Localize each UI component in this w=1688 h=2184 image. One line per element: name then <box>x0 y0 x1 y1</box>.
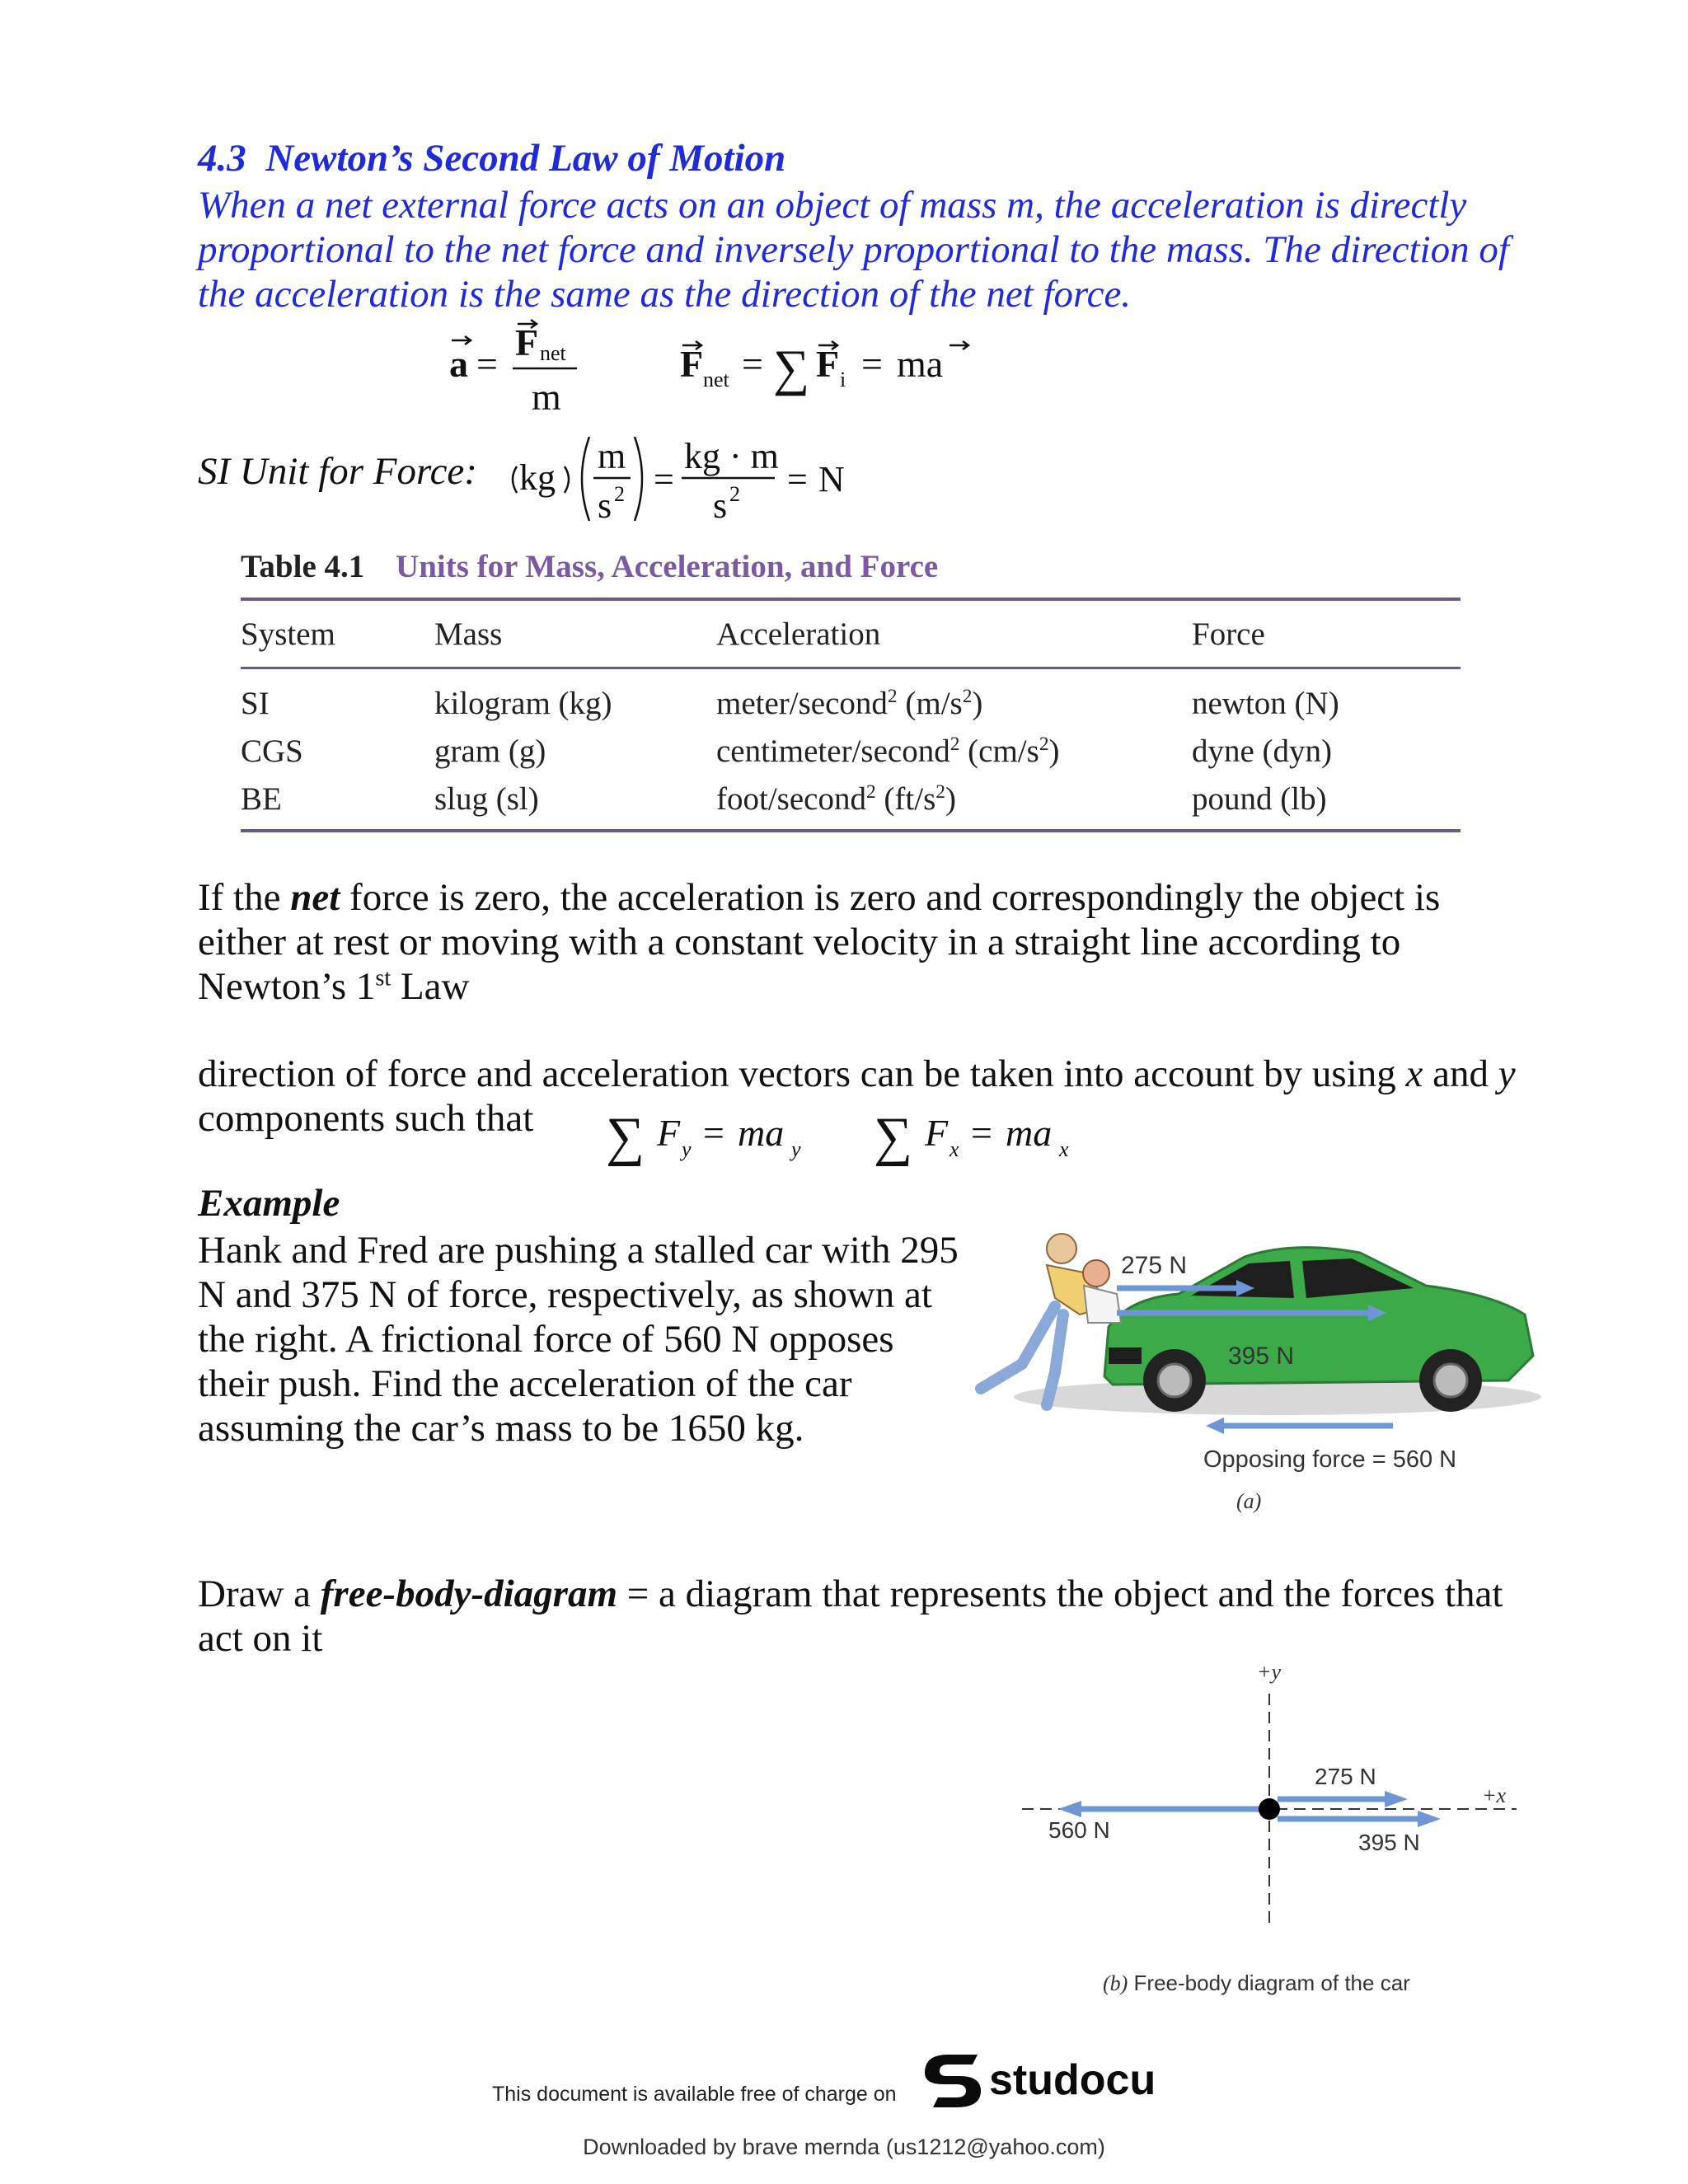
label-395: 395 N <box>1228 1343 1295 1370</box>
example-title: Example <box>198 1182 340 1225</box>
table-cell: CGS <box>241 733 303 769</box>
si-equals: = <box>787 459 808 499</box>
table-cell: meter/second$^2$ $(m/s^2)$ <box>716 685 983 721</box>
law-line: proportional to the net force and inversely proportional to the mass. The direction of <box>198 228 1509 271</box>
table-header-cell: Force <box>1192 616 1265 652</box>
table-caption-text: Units for Mass, Acceleration, and Force <box>396 549 939 584</box>
footer-download-text: Downloaded by brave mernda (us1212@yahoo.com) <box>583 2135 1105 2159</box>
table-cell: kilogram (kg) <box>434 685 612 721</box>
eq-net-sub: net <box>703 368 729 391</box>
footer-availability-text: This document is available free of charge on <box>492 2083 897 2106</box>
eq-f-symbol: F <box>515 321 539 363</box>
eq-equals: = <box>476 343 498 385</box>
eq-sum: ∑ <box>874 1107 913 1167</box>
paren-left <box>582 437 589 521</box>
si-m: m <box>598 436 626 476</box>
eq-a-symbol: a <box>449 343 468 385</box>
paragraph-components: direction of force and acceleration vectors can be taken into account by using x and y components such that <box>198 1052 1516 1140</box>
eq-ma: ma <box>897 343 944 385</box>
table-cell: pound (lb) <box>1192 780 1327 817</box>
si-equals: = <box>654 459 674 499</box>
emphasis-net: net <box>290 876 340 919</box>
eq-mass: m <box>532 376 561 418</box>
si-s: s <box>598 485 612 526</box>
table-cell: slug (sl) <box>434 780 539 817</box>
table-rule <box>241 829 1461 832</box>
section-title <box>198 136 785 180</box>
newton-second-law-equations <box>445 317 973 424</box>
car-pushing-figure <box>964 1216 1558 1529</box>
eq-net-sub: net <box>540 341 566 365</box>
fbd-label-275: 275 N <box>1315 1764 1376 1789</box>
eq-sum: ∑ <box>773 340 810 396</box>
table-header-cell: System <box>241 616 335 652</box>
example-text: Hank and Fred are pushing a stalled car with 295 N and 375 N of force, respectively, as shown at the right. A frictional force of 560 N opposes their push. Find the acceleration of the car assuming the car’s mass to be 1650 kg. <box>198 1229 959 1450</box>
vector-arrow-icon <box>950 341 968 349</box>
eq-y-sub: y <box>682 1137 692 1161</box>
eq-equals: = <box>703 1112 724 1154</box>
eq-equals: = <box>971 1112 992 1154</box>
si-unit-label: SI Unit for Force: <box>198 450 477 493</box>
fbd-car-point <box>1259 1798 1280 1820</box>
table-cell: BE <box>241 780 282 817</box>
si-kgm: kg · m <box>684 436 779 476</box>
emphasis-free-body-diagram: free-body-diagram <box>320 1572 617 1615</box>
label-275: 275 N <box>1121 1252 1188 1279</box>
table-header-row <box>241 601 1461 667</box>
eq-f-symbol: F <box>657 1112 681 1154</box>
eq-i-sub: i <box>840 368 846 391</box>
table-caption <box>241 548 1461 598</box>
studocu-logo[interactable] <box>923 2048 1187 2114</box>
table-header-cell: Acceleration <box>716 616 881 652</box>
eq-sum: ∑ <box>606 1107 645 1167</box>
si-s: s <box>713 485 728 526</box>
axis-plus-x: +x <box>1482 1783 1507 1807</box>
paren-right <box>565 466 569 493</box>
fbd-label-560: 560 N <box>1048 1817 1110 1843</box>
law-line: the acceleration is the same as the direction of the net force. <box>198 273 1132 316</box>
car-bumper <box>1109 1347 1142 1364</box>
people-pushing-icon <box>981 1234 1121 1405</box>
figure-b-caption: (b) Free-body diagram of the car <box>1103 1971 1410 1995</box>
paren-left <box>513 466 517 493</box>
table-caption-number: Table 4.1 <box>241 549 365 584</box>
table-cell: newton (N) <box>1192 685 1339 721</box>
table-row <box>241 727 1461 775</box>
si-exp: 2 <box>614 482 625 506</box>
paren-right <box>635 437 642 521</box>
studocu-wordmark: studocu <box>989 2056 1156 2104</box>
axis-plus-y: +y <box>1257 1661 1282 1684</box>
table-cell: dyne (dyn) <box>1192 733 1333 769</box>
eq-ma: ma <box>738 1112 785 1154</box>
eq-equals: = <box>861 343 883 385</box>
si-kg: kg <box>519 457 556 498</box>
eq-y-sub: y <box>791 1137 801 1161</box>
eq-f-symbol: F <box>680 343 704 385</box>
component-equations <box>606 1100 1084 1174</box>
table-cell: gram (g) <box>434 733 546 769</box>
eq-x-sub: x <box>1059 1137 1069 1161</box>
paragraph-free-body: Draw a free-body-diagram = a diagram that represents the object and the forces that act on it <box>198 1572 1503 1660</box>
table-cell: centimeter/second$^2$ $(cm/s^2)$ <box>716 733 1060 769</box>
table-cell: SI <box>241 685 270 721</box>
section-heading: Newton’s Second Law of Motion <box>265 137 786 180</box>
table-row <box>241 679 1461 727</box>
si-unit-equation <box>507 427 870 534</box>
table-row <box>241 775 1461 823</box>
table-cell: foot/second$^2$ $(ft/s^2)$ <box>716 780 956 817</box>
fbd-label-395: 395 N <box>1358 1830 1420 1855</box>
eq-ma: ma <box>1006 1112 1053 1154</box>
studocu-logo-icon <box>925 2055 981 2107</box>
eq-x-sub: x <box>950 1137 959 1161</box>
paragraph-net-force: If the net force is zero, the acceleration is zero and correspondingly the object is either at rest or moving with a constant velocity in a straight line according to Newton’s 1st Law <box>198 876 1441 1008</box>
free-body-diagram <box>1014 1661 1541 2007</box>
eq-f-symbol: F <box>925 1112 949 1154</box>
law-statement <box>198 183 1533 316</box>
figure-a-caption: (a) <box>1236 1489 1262 1513</box>
law-line: When a net external force acts on an object of mass m, the acceleration is directly <box>198 184 1467 227</box>
eq-equals: = <box>742 343 763 385</box>
units-table <box>241 548 1461 832</box>
label-opposing: Opposing force = 560 N <box>1203 1446 1457 1473</box>
table-body <box>241 669 1461 829</box>
table-header-cell: Mass <box>434 616 503 652</box>
eq-f-symbol: F <box>816 343 840 385</box>
si-newton: N <box>818 459 845 499</box>
si-exp: 2 <box>729 482 740 506</box>
section-number: 4.3 <box>198 137 246 180</box>
